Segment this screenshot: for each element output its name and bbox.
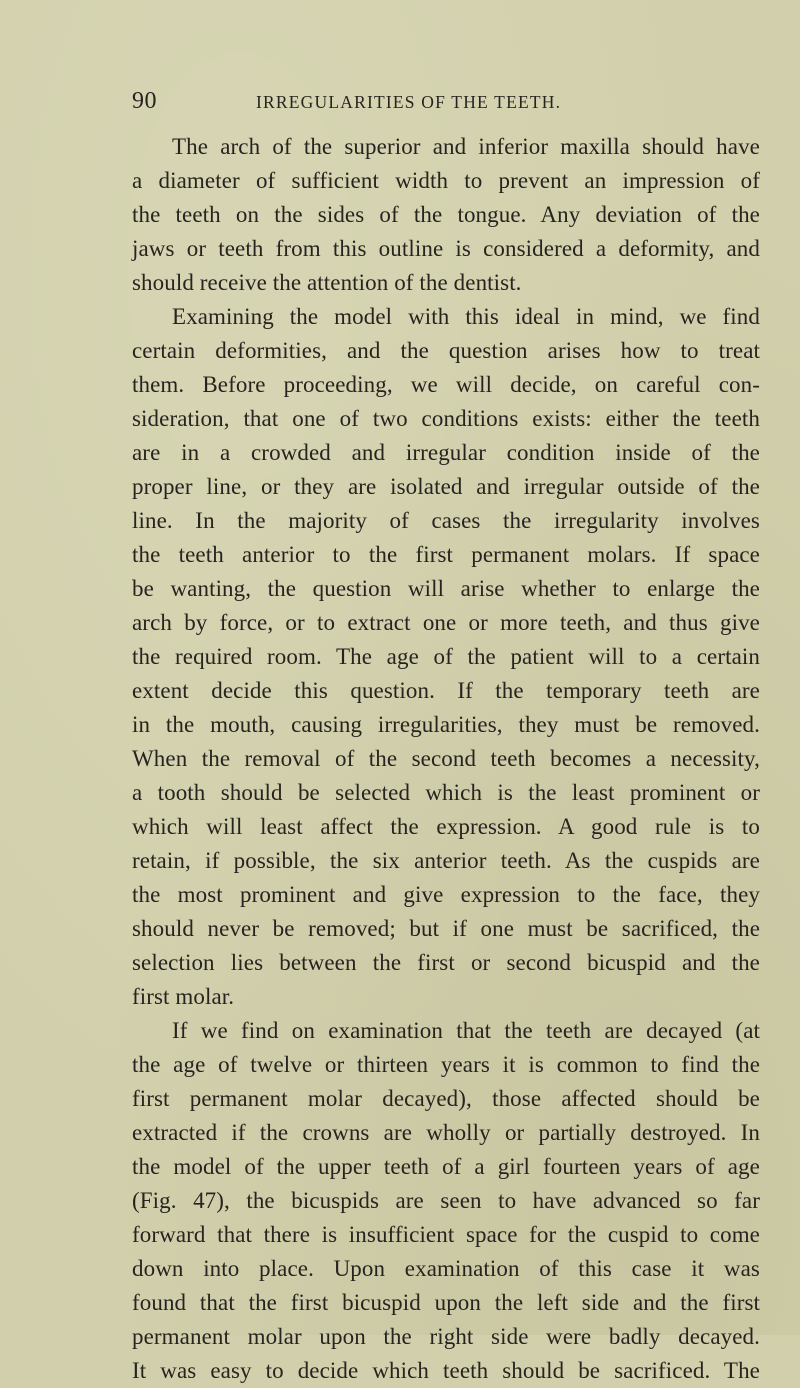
text-line: a diameter of sufficient width to prevent an impression of bbox=[132, 168, 760, 193]
text-line: certain deformities, and the question arises how to treat bbox=[132, 338, 760, 363]
running-head bbox=[132, 88, 752, 118]
text-line: in the mouth, causing irregularities, they must be removed. bbox=[132, 712, 760, 737]
text-line: first permanent molar decayed), those affected should be bbox=[132, 1086, 760, 1111]
text-line: the teeth on the sides of the tongue. Any deviation of the bbox=[132, 202, 760, 227]
text-line: them. Before proceeding, we will decide, on careful con- bbox=[132, 372, 760, 397]
text-line: (Fig. 47), the bicuspids are seen to have advanced so far bbox=[132, 1188, 760, 1213]
text-line: permanent molar upon the right side were badly decayed. bbox=[132, 1324, 760, 1349]
text-line: arch by force, or to extract one or more teeth, and thus give bbox=[132, 610, 760, 635]
text-line: a tooth should be selected which is the least prominent or bbox=[132, 780, 760, 805]
text-line: selection lies between the first or second bicuspid and the bbox=[132, 950, 760, 975]
text-line: sideration, that one of two conditions exists: either the teeth bbox=[132, 406, 760, 431]
text-line: found that the first bicuspid upon the left side and the first bbox=[132, 1290, 760, 1315]
text-line: should receive the attention of the dentist. bbox=[132, 270, 522, 295]
text-line: down into place. Upon examination of this case it was bbox=[132, 1256, 760, 1281]
text-line: The arch of the superior and inferior maxilla should have bbox=[172, 134, 760, 159]
page-number: 90 bbox=[132, 88, 157, 114]
text-line: extent decide this question. If the temporary teeth are bbox=[132, 678, 760, 703]
text-line: be wanting, the question will arise whether to enlarge the bbox=[132, 576, 760, 601]
text-line: first molar. bbox=[132, 984, 235, 1009]
text-line: the required room. The age of the patient will to a certain bbox=[132, 644, 760, 669]
text-line: When the removal of the second teeth becomes a necessity, bbox=[132, 746, 760, 771]
text-line: should never be removed; but if one must be sacrificed, the bbox=[132, 916, 760, 941]
text-line: forward that there is insufficient space for the cuspid to come bbox=[132, 1222, 760, 1247]
text-line: which will least affect the expression. A good rule is to bbox=[132, 814, 760, 839]
text-line: the age of twelve or thirteen years it is common to find the bbox=[132, 1052, 760, 1077]
text-line: the model of the upper teeth of a girl fourteen years of age bbox=[132, 1154, 760, 1179]
text-line: retain, if possible, the six anterior teeth. As the cuspids are bbox=[132, 848, 760, 873]
text-line: If we find on examination that the teeth are decayed (at bbox=[172, 1018, 760, 1043]
text-line: proper line, or they are isolated and irregular outside of the bbox=[132, 474, 760, 499]
text-line: extracted if the crowns are wholly or partially destroyed. In bbox=[132, 1120, 760, 1145]
text-line: line. In the majority of cases the irregularity involves bbox=[132, 508, 760, 533]
text-line: It was easy to decide which teeth should be sacrificed. The bbox=[132, 1358, 760, 1383]
text-line: are in a crowded and irregular condition inside of the bbox=[132, 440, 760, 465]
text-line: the teeth anterior to the first permanent molars. If space bbox=[132, 542, 760, 567]
text-line: jaws or teeth from this outline is considered a deformity, and bbox=[132, 236, 760, 261]
text-line: the most prominent and give expression to the face, they bbox=[132, 882, 760, 907]
running-title: IRREGULARITIES OF THE TEETH. bbox=[256, 92, 562, 112]
text-line: Examining the model with this ideal in mind, we find bbox=[172, 304, 760, 329]
body-text bbox=[132, 130, 760, 1388]
